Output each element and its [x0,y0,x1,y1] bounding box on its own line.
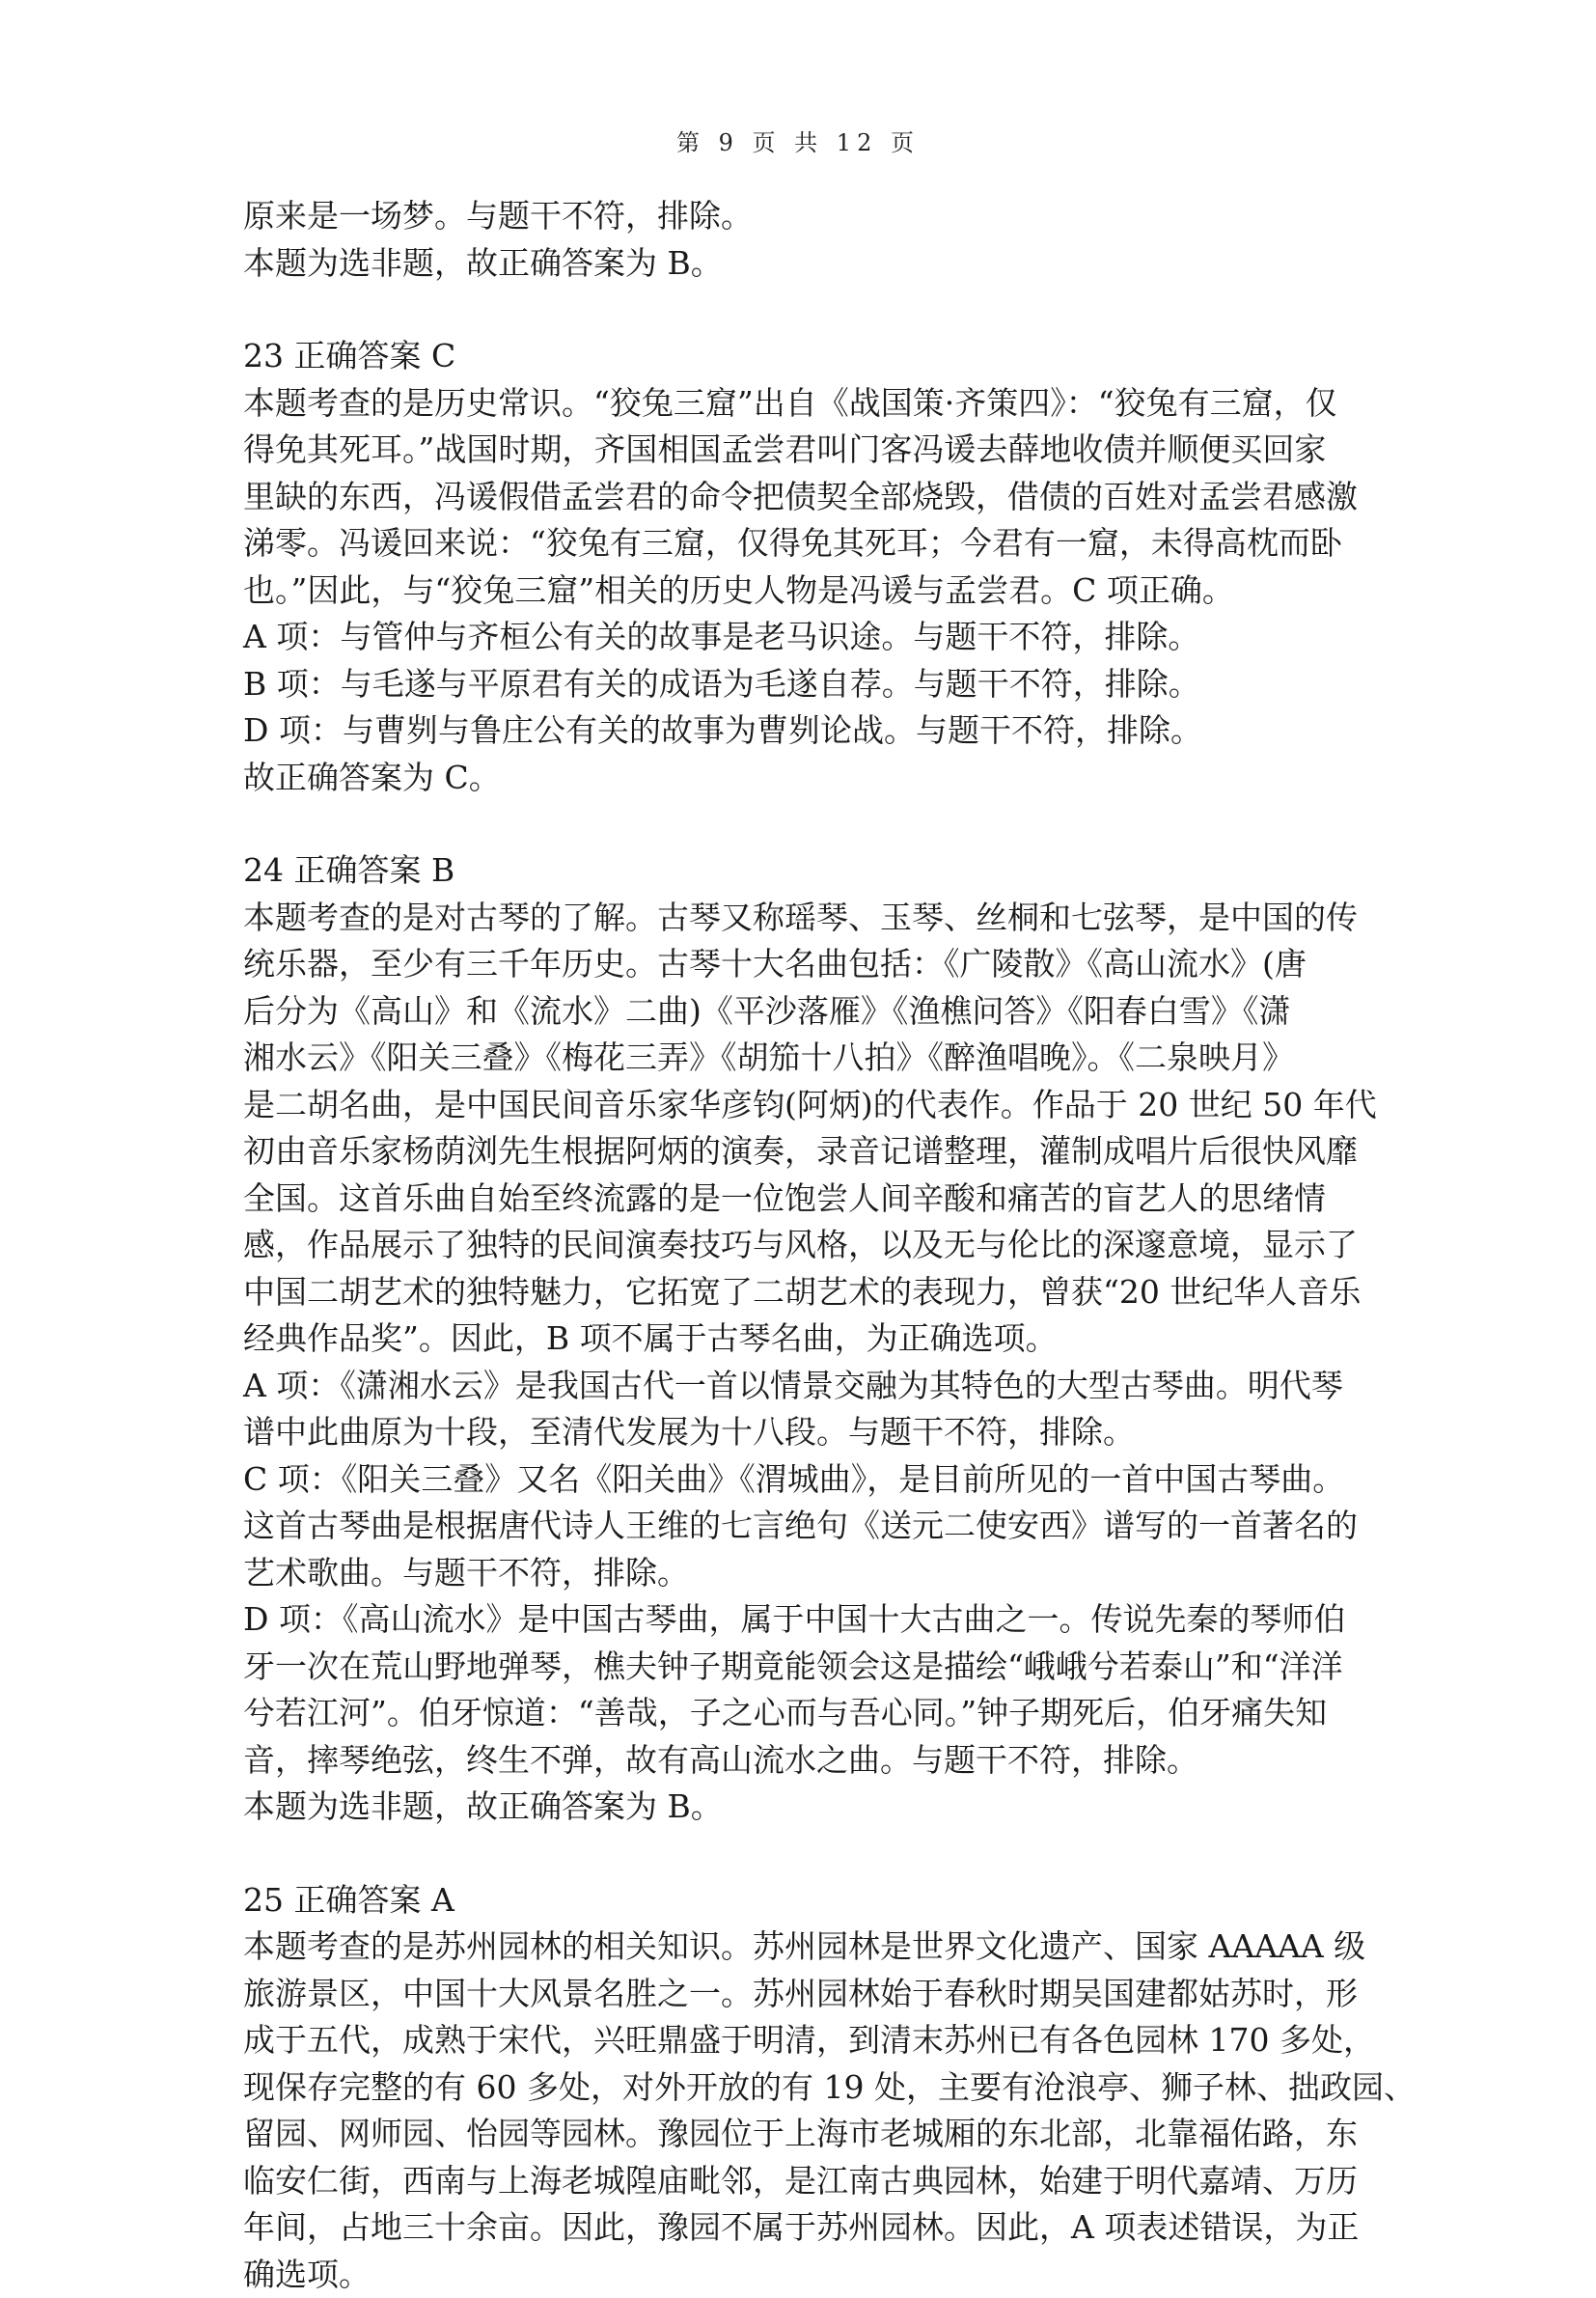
paragraph-line: 后分为《高山》和《流水》二曲)《平沙落雁》《渔樵问答》《阳春白雪》《潇 [243,988,1372,1036]
section-answer-25 [243,1877,1372,2298]
paragraph-line: 经典作品奖”。因此，B 项不属于古琴名曲，为正确选项。 [243,1315,1372,1363]
section-gap [243,287,1372,333]
paragraph-line: 原来是一场梦。与题干不符，排除。 [243,193,1372,240]
paragraph-line: 是二胡名曲，是中国民间音乐家华彦钧(阿炳)的代表作。作品于 20 世纪 50 年代 [243,1082,1372,1129]
section-answer-23 [243,333,1372,801]
answer-heading: 25 正确答案 A [243,1877,1372,1924]
answer-heading: 24 正确答案 B [243,847,1372,895]
paragraph-line: 本题考查的是对古琴的了解。古琴又称瑶琴、玉琴、丝桐和七弦琴，是中国的传 [243,895,1372,942]
paragraph-line: 兮若江河”。伯牙惊道：“善哉，子之心而与吾心同。”钟子期死后，伯牙痛失知 [243,1690,1372,1737]
paragraph-line: 这首古琴曲是根据唐代诗人王维的七言绝句《送元二使安西》谱写的一首著名的 [243,1503,1372,1550]
answer-heading: 23 正确答案 C [243,333,1372,380]
paragraph-line: 全国。这首乐曲自始至终流露的是一位饱尝人间辛酸和痛苦的盲艺人的思绪情 [243,1176,1372,1223]
paragraph-line: 音，摔琴绝弦，终生不弹，故有高山流水之曲。与题干不符，排除。 [243,1737,1372,1785]
section-gap [243,1831,1372,1877]
paragraph-line: 中国二胡艺术的独特魅力，它拓宽了二胡艺术的表现力，曾获“20 世纪华人音乐 [243,1269,1372,1316]
paragraph-line: 湘水云》《阳关三叠》《梅花三弄》《胡笳十八拍》《醉渔唱晚》。《二泉映月》 [243,1035,1372,1082]
paragraph-line: 谱中此曲原为十段，至清代发展为十八段。与题干不符，排除。 [243,1409,1372,1456]
paragraph-line: 感，作品展示了独特的民间演奏技巧与风格，以及无与伦比的深邃意境，显示了 [243,1222,1372,1269]
paragraph-line: 里缺的东西，冯谖假借孟尝君的命令把债契全部烧毁，借债的百姓对孟尝君感激 [243,474,1372,521]
section-answer-24 [243,847,1372,1831]
section-gap [243,801,1372,847]
paragraph-line: 留园、网师园、怡园等园林。豫园位于上海市老城厢的东北部，北靠福佑路，东 [243,2111,1372,2158]
paragraph-line: 年间，占地三十余亩。因此，豫园不属于苏州园林。因此，A 项表述错误，为正 [243,2204,1372,2252]
option-line: A 项：《潇湘水云》是我国古代一首以情景交融为其特色的大型古琴曲。明代琴 [243,1363,1372,1410]
paragraph-line: 初由音乐家杨荫浏先生根据阿炳的演奏，录音记谱整理，灌制成唱片后很快风靡 [243,1128,1372,1176]
paragraph-line: 得免其死耳。”战国时期，齐国相国孟尝君叫门客冯谖去薛地收债并顺便买回家 [243,427,1372,474]
paragraph-line: 临安仁街，西南与上海老城隍庙毗邻，是江南古典园林，始建于明代嘉靖、万历 [243,2158,1372,2205]
paragraph-line: 也。”因此，与“狡兔三窟”相关的历史人物是冯谖与孟尝君。C 项正确。 [243,568,1372,615]
document-body [243,193,1372,2298]
option-line: B 项：与毛遂与平原君有关的成语为毛遂自荐。与题干不符，排除。 [243,661,1372,708]
page-indicator: 第 9 页 共 12 页 [0,124,1596,157]
paragraph-line: 艺术歌曲。与题干不符，排除。 [243,1550,1372,1597]
option-line: D 项：与曹刿与鲁庄公有关的故事为曹刿论战。与题干不符，排除。 [243,707,1372,755]
option-line: D 项：《高山流水》是中国古琴曲，属于中国十大古曲之一。传说先秦的琴师伯 [243,1596,1372,1644]
paragraph-line: 牙一次在荒山野地弹琴，樵夫钟子期竟能领会这是描绘“峨峨兮若泰山”和“洋洋 [243,1644,1372,1691]
section-continuation [243,193,1372,287]
paragraph-line: 确选项。 [243,2252,1372,2298]
conclusion-line: 故正确答案为 C。 [243,755,1372,802]
paragraph-line: 旅游景区，中国十大风景名胜之一。苏州园林始于春秋时期吴国建都姑苏时，形 [243,1971,1372,2018]
option-line: A 项：与管仲与齐桓公有关的故事是老马识途。与题干不符，排除。 [243,614,1372,661]
paragraph-line: 本题考查的是苏州园林的相关知识。苏州园林是世界文化遗产、国家 AAAAA 级 [243,1924,1372,1971]
paragraph-line: 本题为选非题，故正确答案为 B。 [243,240,1372,288]
paragraph-line: 涕零。冯谖回来说：“狡兔有三窟，仅得免其死耳；今君有一窟，未得高枕而卧 [243,520,1372,568]
paragraph-line: 统乐器，至少有三千年历史。古琴十大名曲包括：《广陵散》《高山流水》(唐 [243,941,1372,988]
option-line: C 项：《阳关三叠》又名《阳关曲》《渭城曲》，是目前所见的一首中国古琴曲。 [243,1456,1372,1504]
conclusion-line: 本题为选非题，故正确答案为 B。 [243,1784,1372,1831]
paragraph-line: 本题考查的是历史常识。“狡兔三窟”出自《战国策·齐策四》：“狡兔有三窟，仅 [243,380,1372,428]
paragraph-line: 现保存完整的有 60 多处，对外开放的有 19 处，主要有沧浪亭、狮子林、拙政园、 [243,2064,1372,2112]
paragraph-line: 成于五代，成熟于宋代，兴旺鼎盛于明清，到清末苏州已有各色园林 170 多处， [243,2017,1372,2064]
